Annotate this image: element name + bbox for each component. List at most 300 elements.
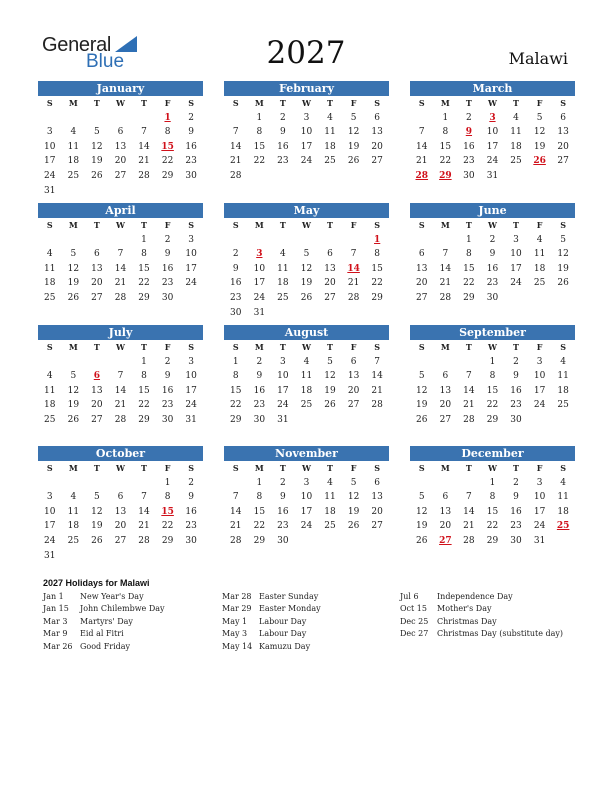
day-cell: 15 xyxy=(138,263,150,274)
day-cell: 23 xyxy=(510,521,522,532)
day-cell: 4 xyxy=(70,492,77,503)
weekday-label: F xyxy=(536,220,543,230)
empty-day-cell xyxy=(365,413,389,428)
day-cell: 23 xyxy=(161,278,174,289)
day-cell: 30 xyxy=(510,535,522,546)
day-cell: 24 xyxy=(486,156,499,167)
day-cell: 6 xyxy=(442,492,449,503)
day-cell: 24 xyxy=(44,535,56,546)
day-cell: 12 xyxy=(347,492,360,503)
empty-day-cell xyxy=(528,413,552,428)
day-cell: 19 xyxy=(67,400,80,411)
day-cell: 3 xyxy=(46,492,53,503)
day-cell: 12 xyxy=(67,385,80,396)
week-row xyxy=(38,184,203,199)
empty-day-cell xyxy=(434,476,458,491)
day-cell: 20 xyxy=(557,141,569,152)
empty-day-cell xyxy=(179,291,203,306)
holiday-day: 28 xyxy=(415,170,429,181)
day-cell: 26 xyxy=(416,535,428,546)
empty-day-cell xyxy=(318,413,342,428)
day-cell: 15 xyxy=(371,263,383,274)
holiday-date: Mar 26 xyxy=(43,641,73,651)
day-cell: 31 xyxy=(533,535,546,546)
day-cell: 10 xyxy=(185,249,197,260)
day-cell: 17 xyxy=(277,385,289,396)
day-cell: 22 xyxy=(253,156,266,167)
day-cell: 15 xyxy=(486,506,499,517)
day-cell: 15 xyxy=(439,141,452,152)
day-cell: 24 xyxy=(510,278,522,289)
empty-day-cell xyxy=(109,184,133,199)
day-cell: 26 xyxy=(347,156,360,167)
day-cell: 9 xyxy=(513,492,519,503)
day-cell: 25 xyxy=(510,156,522,167)
month-header: May xyxy=(224,203,389,218)
day-cell: 6 xyxy=(117,492,124,503)
week-row xyxy=(224,306,389,321)
holiday-name: Christmas Day (substitute day) xyxy=(437,629,563,639)
day-cell: 21 xyxy=(439,278,452,289)
day-cell: 22 xyxy=(486,521,499,532)
day-cell: 29 xyxy=(486,535,499,546)
day-cell: 25 xyxy=(44,414,56,425)
empty-day-cell xyxy=(295,306,319,321)
calendar-year: 2027 xyxy=(266,35,346,71)
day-cell: 14 xyxy=(371,371,383,382)
day-cell: 12 xyxy=(67,263,80,274)
day-cell: 7 xyxy=(141,127,147,138)
weekday-label: T xyxy=(279,220,286,230)
holiday-name: Eid al Fitri xyxy=(80,629,124,639)
day-cell: 5 xyxy=(350,477,357,488)
empty-day-cell xyxy=(365,306,389,321)
weekday-label: W xyxy=(115,220,125,230)
day-cell: 2 xyxy=(489,234,496,245)
day-cell: 21 xyxy=(114,278,127,289)
day-cell: 23 xyxy=(486,278,499,289)
day-cell: 13 xyxy=(114,506,127,517)
empty-day-cell xyxy=(248,233,272,248)
holiday-name: Labour Day xyxy=(259,629,307,639)
day-cell: 24 xyxy=(253,292,266,303)
day-cell: 4 xyxy=(327,477,333,488)
day-cell: 14 xyxy=(114,385,127,396)
week-row xyxy=(410,262,575,277)
empty-day-cell xyxy=(132,184,156,199)
day-cell: 16 xyxy=(253,385,266,396)
day-cell: 10 xyxy=(300,127,313,138)
holiday-item xyxy=(222,603,321,615)
day-cell: 24 xyxy=(277,400,289,411)
brand-word-blue: Blue xyxy=(86,51,125,72)
weekday-label: W xyxy=(487,220,497,230)
weekday-label: M xyxy=(254,98,264,108)
empty-day-cell xyxy=(551,413,575,428)
weekday-label: F xyxy=(164,342,171,352)
day-cell: 11 xyxy=(324,492,336,503)
day-cell: 29 xyxy=(161,535,174,546)
day-cell: 21 xyxy=(463,521,475,532)
week-row xyxy=(224,233,389,248)
day-cell: 8 xyxy=(442,127,449,138)
empty-day-cell xyxy=(62,549,86,564)
day-cell: 31 xyxy=(185,414,197,425)
day-cell: 4 xyxy=(303,356,310,367)
holiday-name: Mother's Day xyxy=(437,604,492,614)
day-cell: 16 xyxy=(161,385,174,396)
day-cell: 8 xyxy=(164,492,171,503)
day-cell: 23 xyxy=(185,156,197,167)
day-cell: 10 xyxy=(253,263,266,274)
empty-day-cell xyxy=(132,111,156,126)
empty-day-cell xyxy=(551,291,575,306)
country-name: Malawi xyxy=(508,49,568,68)
day-cell: 21 xyxy=(230,156,242,167)
holiday-day: 1 xyxy=(374,234,381,245)
day-cell: 5 xyxy=(560,234,567,245)
empty-day-cell xyxy=(62,233,86,248)
weekday-label: S xyxy=(232,342,239,352)
weekday-label: W xyxy=(115,463,125,473)
day-cell: 10 xyxy=(277,371,289,382)
day-cell: 29 xyxy=(161,170,174,181)
day-cell: 8 xyxy=(164,127,171,138)
day-cell: 27 xyxy=(91,414,103,425)
day-cell: 11 xyxy=(300,371,313,382)
empty-day-cell xyxy=(224,476,248,491)
week-row xyxy=(224,519,389,534)
weekday-label: M xyxy=(68,220,78,230)
day-cell: 26 xyxy=(91,535,103,546)
day-cell: 11 xyxy=(510,127,522,138)
week-row xyxy=(410,490,575,505)
day-cell: 24 xyxy=(185,278,197,289)
day-cell: 2 xyxy=(232,249,239,260)
week-row xyxy=(224,169,389,184)
holiday-item xyxy=(400,628,563,640)
day-cell: 16 xyxy=(230,278,242,289)
empty-day-cell xyxy=(224,233,248,248)
day-cell: 19 xyxy=(67,278,80,289)
day-cell: 7 xyxy=(374,356,381,367)
weekday-label: S xyxy=(374,463,381,473)
day-cell: 16 xyxy=(277,141,289,152)
empty-day-cell xyxy=(38,476,62,491)
holiday-name: Easter Monday xyxy=(259,604,321,614)
weekday-label: S xyxy=(560,220,567,230)
month-header: February xyxy=(224,81,389,96)
day-cell: 11 xyxy=(67,506,80,517)
empty-day-cell xyxy=(85,549,109,564)
day-cell: 23 xyxy=(510,400,522,411)
day-cell: 9 xyxy=(280,127,286,138)
day-cell: 30 xyxy=(161,292,174,303)
weekday-label: S xyxy=(374,220,381,230)
weekday-label: M xyxy=(440,98,450,108)
day-cell: 2 xyxy=(188,477,195,488)
weekday-label: M xyxy=(68,463,78,473)
day-cell: 6 xyxy=(117,127,124,138)
weekday-label: W xyxy=(301,98,311,108)
weekday-label: S xyxy=(46,98,53,108)
day-cell: 2 xyxy=(164,356,171,367)
week-row xyxy=(38,355,203,370)
weekday-label: M xyxy=(440,220,450,230)
day-cell: 22 xyxy=(138,400,150,411)
day-cell: 19 xyxy=(416,400,428,411)
holiday-date: Jul 6 xyxy=(400,592,419,601)
day-cell: 3 xyxy=(513,234,519,245)
weekday-label: S xyxy=(46,342,53,352)
week-row xyxy=(224,140,389,155)
weekday-label: T xyxy=(141,342,147,352)
empty-day-cell xyxy=(109,233,133,248)
week-row xyxy=(224,154,389,169)
day-cell: 4 xyxy=(46,249,53,260)
day-cell: 23 xyxy=(185,521,197,532)
day-cell: 11 xyxy=(277,263,289,274)
day-cell: 18 xyxy=(510,141,522,152)
day-cell: 7 xyxy=(442,249,449,260)
weekday-label: S xyxy=(188,98,195,108)
day-cell: 16 xyxy=(161,263,174,274)
holiday-day: 6 xyxy=(93,371,101,382)
day-cell: 10 xyxy=(44,141,56,152)
day-cell: 3 xyxy=(280,356,286,367)
day-cell: 3 xyxy=(536,477,543,488)
day-cell: 14 xyxy=(416,141,428,152)
day-cell: 15 xyxy=(486,385,499,396)
day-cell: 23 xyxy=(230,292,242,303)
day-cell: 27 xyxy=(416,292,428,303)
holiday-column xyxy=(43,591,165,653)
day-cell: 17 xyxy=(185,263,197,274)
day-cell: 30 xyxy=(185,170,197,181)
week-row xyxy=(38,549,203,564)
weekday-label: T xyxy=(465,220,472,230)
week-row xyxy=(38,398,203,413)
weekday-label: M xyxy=(254,342,264,352)
weekday-label: T xyxy=(327,220,333,230)
weekday-row xyxy=(224,461,389,476)
month-header: January xyxy=(38,81,203,96)
week-row xyxy=(38,276,203,291)
day-cell: 5 xyxy=(94,492,100,503)
week-row xyxy=(38,291,203,306)
empty-day-cell xyxy=(38,111,62,126)
empty-day-cell xyxy=(504,169,528,184)
week-row xyxy=(224,369,389,384)
holiday-item xyxy=(43,641,165,653)
day-cell: 8 xyxy=(141,249,147,260)
holiday-item xyxy=(400,616,563,628)
day-cell: 8 xyxy=(489,492,496,503)
empty-day-cell xyxy=(434,233,458,248)
holiday-item xyxy=(222,628,321,640)
day-cell: 29 xyxy=(371,292,383,303)
day-cell: 12 xyxy=(416,506,428,517)
day-cell: 22 xyxy=(371,278,383,289)
week-row xyxy=(224,476,389,491)
day-cell: 18 xyxy=(300,385,313,396)
day-cell: 29 xyxy=(253,535,266,546)
empty-day-cell xyxy=(295,169,319,184)
day-cell: 26 xyxy=(91,170,103,181)
day-cell: 12 xyxy=(533,127,546,138)
day-cell: 26 xyxy=(557,278,569,289)
weekday-label: T xyxy=(279,463,286,473)
empty-day-cell xyxy=(528,169,552,184)
holiday-item xyxy=(222,616,321,628)
day-cell: 2 xyxy=(280,477,286,488)
empty-day-cell xyxy=(85,233,109,248)
empty-day-cell xyxy=(271,233,295,248)
day-cell: 28 xyxy=(463,414,475,425)
day-cell: 31 xyxy=(44,550,56,561)
weekday-label: T xyxy=(513,463,519,473)
day-cell: 7 xyxy=(117,249,124,260)
empty-day-cell xyxy=(62,184,86,199)
day-cell: 6 xyxy=(327,249,333,260)
day-cell: 13 xyxy=(557,127,569,138)
day-cell: 19 xyxy=(416,521,428,532)
week-row xyxy=(410,505,575,520)
day-cell: 6 xyxy=(94,249,100,260)
weekday-label: M xyxy=(68,342,78,352)
holiday-day: 27 xyxy=(439,535,452,546)
day-cell: 23 xyxy=(463,156,475,167)
empty-day-cell xyxy=(457,355,481,370)
month-october xyxy=(38,446,203,563)
weekday-row xyxy=(410,96,575,111)
day-cell: 25 xyxy=(324,156,336,167)
day-cell: 18 xyxy=(67,156,80,167)
day-cell: 13 xyxy=(91,263,103,274)
week-row xyxy=(410,276,575,291)
day-cell: 2 xyxy=(280,112,286,123)
day-cell: 22 xyxy=(486,400,499,411)
day-cell: 10 xyxy=(533,371,546,382)
day-cell: 19 xyxy=(557,263,569,274)
week-row xyxy=(410,140,575,155)
day-cell: 17 xyxy=(300,141,313,152)
weekday-label: S xyxy=(232,220,239,230)
day-cell: 6 xyxy=(374,112,381,123)
day-cell: 5 xyxy=(327,356,333,367)
weekday-label: T xyxy=(327,342,333,352)
holidays-title: 2027 Holidays for Malawi xyxy=(43,578,150,588)
day-cell: 4 xyxy=(536,234,543,245)
day-cell: 29 xyxy=(138,414,150,425)
brand-word-general: General xyxy=(42,34,112,56)
day-cell: 8 xyxy=(256,492,263,503)
day-cell: 21 xyxy=(371,385,383,396)
day-cell: 12 xyxy=(416,385,428,396)
day-cell: 14 xyxy=(439,263,452,274)
empty-day-cell xyxy=(109,355,133,370)
holiday-date: Jan 1 xyxy=(43,592,64,601)
empty-day-cell xyxy=(62,476,86,491)
day-cell: 3 xyxy=(46,127,53,138)
holiday-day: 25 xyxy=(556,521,570,532)
month-header: October xyxy=(38,446,203,461)
day-cell: 12 xyxy=(324,371,336,382)
week-row xyxy=(410,355,575,370)
day-cell: 29 xyxy=(486,414,499,425)
holiday-name: Labour Day xyxy=(259,616,307,626)
day-cell: 22 xyxy=(463,278,475,289)
weekday-label: S xyxy=(374,342,381,352)
day-cell: 10 xyxy=(510,249,522,260)
day-cell: 18 xyxy=(44,400,56,411)
day-cell: 5 xyxy=(536,112,543,123)
week-row xyxy=(38,247,203,262)
day-cell: 8 xyxy=(466,249,472,260)
weekday-label: F xyxy=(536,463,543,473)
day-cell: 14 xyxy=(230,141,242,152)
day-cell: 9 xyxy=(280,492,286,503)
weekday-row xyxy=(410,461,575,476)
holiday-date: May 14 xyxy=(222,641,253,651)
weekday-row xyxy=(38,218,203,233)
day-cell: 9 xyxy=(256,371,263,382)
day-cell: 3 xyxy=(303,112,310,123)
day-cell: 18 xyxy=(277,278,289,289)
month-april xyxy=(38,203,203,306)
day-cell: 5 xyxy=(94,127,100,138)
holiday-day: 9 xyxy=(465,127,473,138)
week-row xyxy=(224,534,389,549)
holiday-day: 3 xyxy=(489,112,496,123)
day-cell: 16 xyxy=(463,141,475,152)
day-cell: 25 xyxy=(300,400,313,411)
empty-day-cell xyxy=(179,549,203,564)
day-cell: 28 xyxy=(463,535,475,546)
day-cell: 24 xyxy=(533,521,546,532)
day-cell: 1 xyxy=(466,234,472,245)
weekday-row xyxy=(224,340,389,355)
week-row xyxy=(410,476,575,491)
month-header: November xyxy=(224,446,389,461)
week-row xyxy=(410,369,575,384)
month-january xyxy=(38,81,203,198)
week-row xyxy=(224,413,389,428)
week-row xyxy=(410,125,575,140)
weekday-label: T xyxy=(513,220,519,230)
day-cell: 27 xyxy=(91,292,103,303)
holiday-date: Dec 27 xyxy=(400,629,429,639)
empty-day-cell xyxy=(410,476,434,491)
holiday-date: Oct 15 xyxy=(400,604,427,614)
holiday-column xyxy=(222,591,321,653)
weekday-row xyxy=(410,218,575,233)
day-cell: 27 xyxy=(439,414,452,425)
weekday-label: S xyxy=(418,220,425,230)
day-cell: 1 xyxy=(442,112,449,123)
empty-day-cell xyxy=(504,291,528,306)
day-cell: 27 xyxy=(371,156,383,167)
month-may xyxy=(224,203,389,320)
empty-day-cell xyxy=(365,169,389,184)
holiday-day: 15 xyxy=(161,506,174,517)
day-cell: 22 xyxy=(253,521,266,532)
month-header: June xyxy=(410,203,575,218)
week-row xyxy=(224,125,389,140)
day-cell: 14 xyxy=(114,263,127,274)
weekday-label: F xyxy=(350,342,357,352)
holiday-name: Good Friday xyxy=(80,641,131,651)
